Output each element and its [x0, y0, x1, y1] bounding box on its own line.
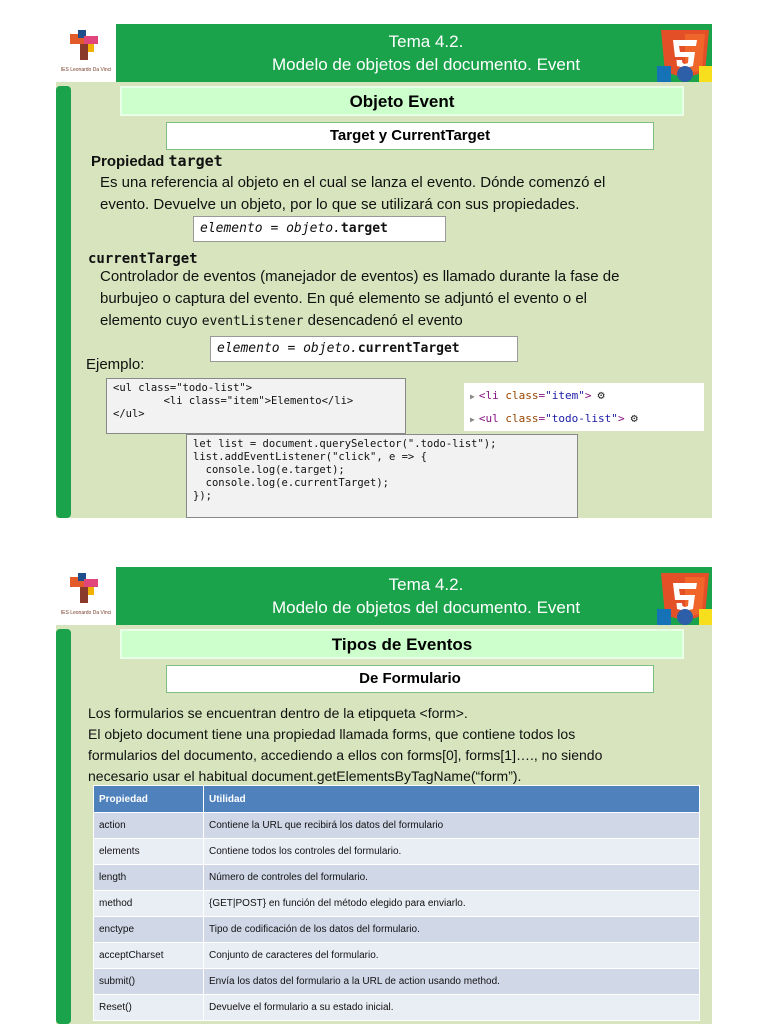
school-logo-icon [68, 28, 102, 62]
table-row [94, 917, 700, 943]
dt-val: "todo-list" [545, 412, 618, 425]
devtools-row-ul[interactable]: ▶ <ul class="todo-list"> ⚙ [470, 408, 638, 428]
desc-text: desencadenó el evento [303, 312, 463, 329]
gear-icon[interactable]: ⚙ [630, 411, 638, 425]
currenttarget-syntax [210, 336, 518, 362]
title-line-1: Tema 4.2. [388, 575, 464, 594]
slide-header [56, 24, 712, 82]
target-desc-line: Es una referencia al objeto en el cual se lanza el evento. Dónde comenzó el [100, 174, 606, 191]
paragraph-line: necesario usar el habitual document.getElementsByTagName(“form”). [88, 768, 522, 784]
column-header: Propiedad [94, 786, 204, 813]
target-desc-line: evento. Devuelve un objeto, por lo que se utilizará con sus propiedades. [100, 196, 580, 213]
property-cell: action [94, 813, 204, 839]
devtools-element-panel [464, 383, 704, 431]
table-header-row [94, 786, 700, 813]
section-title: Objeto Event [120, 86, 684, 116]
target-heading [91, 150, 223, 173]
desc-text: elemento cuyo [100, 312, 202, 329]
table-row [94, 813, 700, 839]
dt-val: "item" [545, 389, 585, 402]
gear-icon[interactable]: ⚙ [597, 388, 605, 402]
property-cell: method [94, 891, 204, 917]
target-syntax-prop: target [340, 221, 388, 236]
title-line-2: Modelo de objetos del documento. Event [271, 598, 581, 617]
left-accent-bar [56, 86, 71, 518]
section-title: Tipos de Eventos [120, 629, 684, 659]
table-row [94, 839, 700, 865]
property-cell: elements [94, 839, 204, 865]
target-syntax-var: elemento = objeto. [200, 221, 341, 236]
property-cell: Reset() [94, 995, 204, 1021]
left-accent-bar [56, 629, 71, 1024]
dt-tag: li [485, 389, 499, 402]
js-example-code: let list = document.querySelector(".todo-list"); list.addEventListener("click", e => { console.log(e.target); console.log(e.currentTarget); }); [186, 434, 578, 518]
slide-title [216, 573, 636, 619]
utility-cell: Contiene todos los controles del formulario. [204, 839, 700, 865]
school-logo-text: IES Leonardo Da Vinci [60, 67, 112, 73]
target-heading-label: Propiedad [91, 153, 169, 170]
utility-cell: {GET|POST} en función del método elegido para enviarlo. [204, 891, 700, 917]
html5-css3-js-icon [657, 28, 712, 82]
school-logo-text: IES Leonardo Da Vinci [60, 610, 112, 616]
dt-tag: ul [485, 412, 499, 425]
property-cell: acceptCharset [94, 943, 204, 969]
html5-css3-js-icon [657, 571, 712, 625]
title-line-2: Modelo de objetos del documento. Event [271, 55, 581, 74]
utility-cell: Devuelve el formulario a su estado inicial. [204, 995, 700, 1021]
column-header: Utilidad [204, 786, 700, 813]
dt-attr: class [505, 389, 539, 402]
title-line-1: Tema 4.2. [388, 32, 464, 51]
currenttarget-desc-line: burbujeo o captura del evento. En qué elemento se adjuntó el evento o el [100, 290, 588, 307]
utility-cell: Envía los datos del formulario a la URL de action usando method. [204, 969, 700, 995]
target-description [100, 172, 700, 216]
school-logo [56, 567, 116, 625]
expand-arrow-icon[interactable]: ▶ [470, 415, 475, 424]
utility-cell: Tipo de codificación de los datos del formulario. [204, 917, 700, 943]
slide-1 [56, 24, 712, 518]
table-row [94, 995, 700, 1021]
school-logo [56, 24, 116, 82]
table-row [94, 943, 700, 969]
target-syntax [193, 216, 446, 242]
example-label: Ejemplo: [86, 356, 145, 373]
subsection-title: De Formulario [166, 665, 654, 693]
expand-arrow-icon[interactable]: ▶ [470, 392, 475, 401]
table-row [94, 891, 700, 917]
html-example-code: <ul class="todo-list"> <li class="item">Elemento</li> </ul> [106, 378, 406, 434]
utility-cell: Contiene la URL que recibirá los datos del formulario [204, 813, 700, 839]
currenttarget-desc-line: Controlador de eventos (manejador de eventos) es llamado durante la fase de [100, 268, 620, 285]
slide-2 [56, 567, 712, 1024]
desc-code: eventListener [201, 314, 304, 329]
currenttarget-syntax-var: elemento = objeto. [217, 341, 358, 356]
table-row [94, 969, 700, 995]
paragraph-line: Los formularios se encuentran dentro de la etipqueta <form>. [88, 705, 468, 721]
slide-header [56, 567, 712, 625]
currenttarget-syntax-prop: currentTarget [357, 341, 460, 356]
currenttarget-heading: currentTarget [88, 251, 198, 267]
form-properties-table [93, 785, 700, 1021]
currenttarget-desc-line [100, 310, 700, 333]
school-logo-icon [68, 571, 102, 605]
slide-title [216, 30, 636, 76]
devtools-row-li[interactable]: ▶ <li class="item"> ⚙ [470, 385, 605, 405]
dt-attr: class [505, 412, 539, 425]
property-cell: length [94, 865, 204, 891]
forms-paragraph [88, 703, 703, 787]
utility-cell: Número de controles del formulario. [204, 865, 700, 891]
currenttarget-description [100, 266, 700, 333]
table-row [94, 865, 700, 891]
subsection-title: Target y CurrentTarget [166, 122, 654, 150]
property-cell: submit() [94, 969, 204, 995]
paragraph-line: formularios del documento, accediendo a ellos con forms[0], forms[1]…., no siendo [88, 747, 603, 763]
utility-cell: Conjunto de caracteres del formulario. [204, 943, 700, 969]
target-heading-name: target [168, 152, 223, 170]
paragraph-line: El objeto document tiene una propiedad llamada forms, que contiene todos los [88, 726, 576, 742]
property-cell: enctype [94, 917, 204, 943]
